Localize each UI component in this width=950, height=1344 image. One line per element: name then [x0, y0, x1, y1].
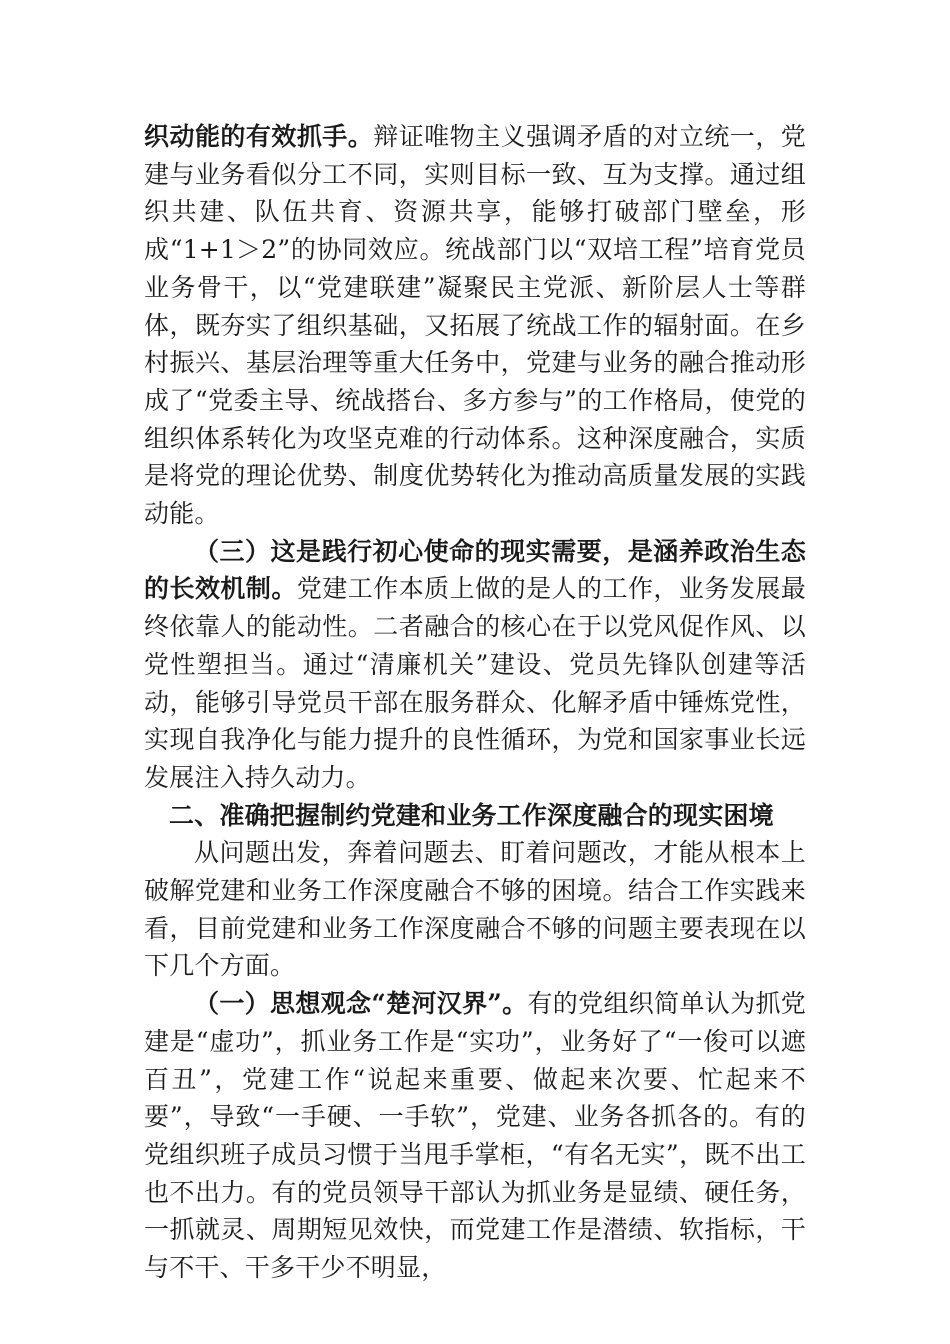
paragraph-text-2: 党建工作本质上做的是人的工作，业务发展最终依靠人的能动性。二者融合的核心在于以党风促作风、以党性塑担当。通过“清廉机关”建设、党员先锋队创建等活动，能够引导党员干部在服务群众、化解矛盾中锤炼党性，实现自我净化与能力提升的良性循环，为党和国家事业长远发展注入持久动力。 — [144, 574, 806, 792]
document-page — [144, 118, 806, 1287]
paragraph-text-1: 辩证唯物主义强调矛盾的对立统一，党建与业务看似分工不同，实则目标一致、互为支撑。通过组织共建、队伍共育、资源共享，能够打破部门壁垒，形成“1+1＞2”的协同效应。统战部门以“双培工程”培育党员业务骨干，以“党建联建”凝聚民主党派、新阶层人士等群体，既夯实了组织基础，又拓展了统战工作的辐射面。在乡村振兴、基层治理等重大任务中，党建与业务的融合推动形成了“党委主导、统战搭台、多方参与”的工作格局，使党的组织体系转化为攻坚克难的行动体系。这种深度融合，实质是将党的理论优势、制度优势转化为推动高质量发展的实践动能。 — [144, 122, 806, 529]
body-paragraph-2 — [144, 533, 806, 797]
body-paragraph-3 — [144, 834, 806, 985]
paragraph-lead-4: （一）思想观念“楚河汉界”。 — [194, 989, 528, 1019]
body-paragraph-1 — [144, 118, 806, 533]
paragraph-lead-2: （三）这是践行初心使命的现实需要，是涵养政治生态的长效机制。 — [144, 536, 806, 604]
section-heading: 二、准确把握制约党建和业务工作深度融合的现实困境 — [169, 800, 774, 830]
paragraph-lead-1: 织动能的有效抓手。 — [144, 122, 374, 151]
body-paragraph-4 — [144, 985, 806, 1287]
paragraph-text-3: 从问题出发，奔着问题去、盯着问题改，才能从根本上破解党建和业务工作深度融合不够的困境。结合工作实践来看，目前党建和业务工作深度融合不够的问题主要表现在以下几个方面。 — [144, 838, 806, 981]
paragraph-text-4: 有的党组织简单认为抓党建是“虚功”，抓业务工作是“实功”，业务好了“一俊可以遮百丑”，党建工作“说起来重要、做起来次要、忙起来不要”，导致“一手硬、一手软”，党建、业务各抓各的。有的党组织班子成员习惯于当甩手掌柜，“有名无实”，既不出工也不出力。有的党员领导干部认为抓业务是显绩、硬任务，一抓就灵、周期短见效快，而党建工作是潜绩、软指标，干与不干、干多干少不明显， — [144, 989, 807, 1283]
